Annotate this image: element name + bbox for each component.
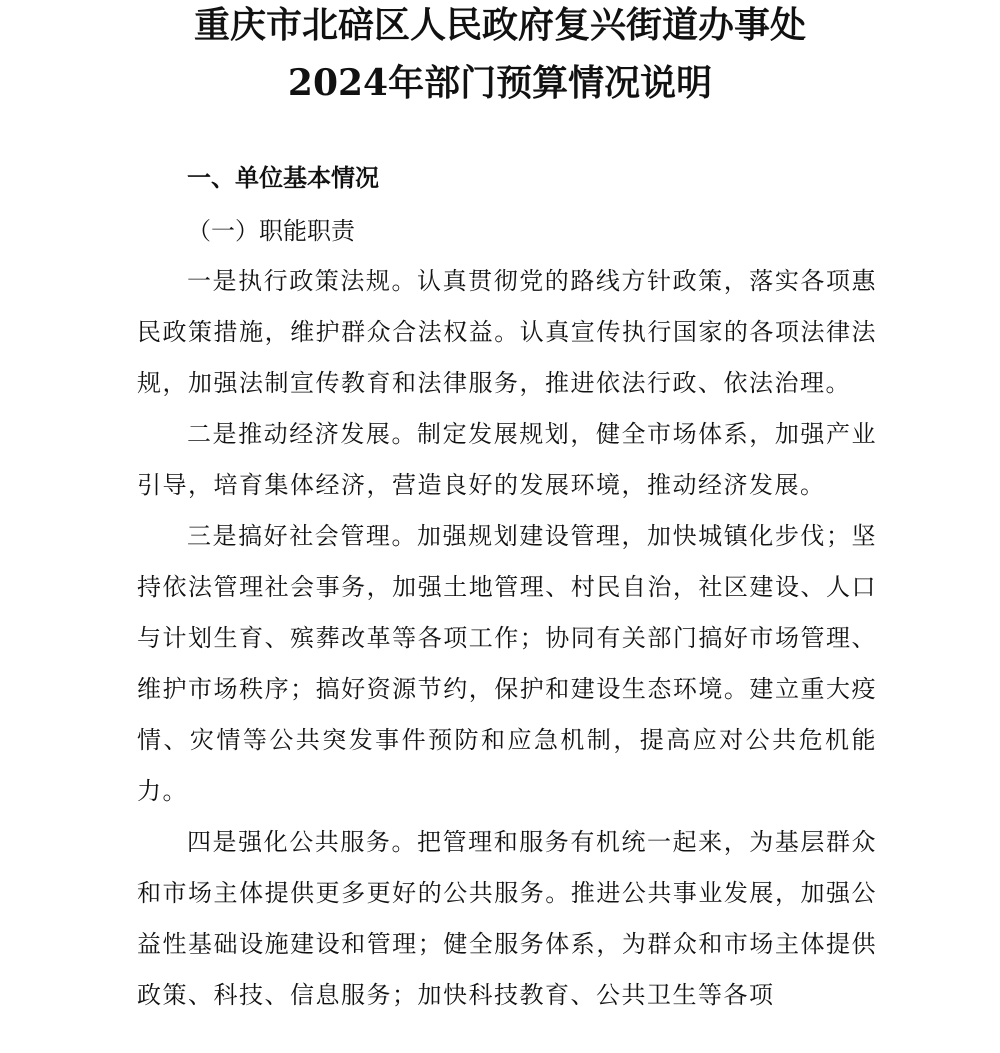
title-line-2: 2024年部门预算情况说明 bbox=[287, 62, 713, 104]
paragraph-2: 二是推动经济发展。制定发展规划，健全市场体系，加强产业引导，培育集体经济，营造良好的发展环境，推动经济发展。 bbox=[137, 420, 877, 499]
document-title bbox=[0, 0, 1000, 112]
section-heading: 一、单位基本情况 bbox=[187, 164, 379, 192]
subsection-heading: （一）职能职责 bbox=[187, 217, 355, 245]
paragraph-1: 一是执行政策法规。认真贯彻党的路线方针政策，落实各项惠民政策措施，维护群众合法权益。认真宣传执行国家的各项法律法规，加强法制宣传教育和法律服务，推进依法行政、依法治理。 bbox=[137, 267, 877, 397]
title-line-1: 重庆市北碚区人民政府复兴街道办事处 bbox=[193, 4, 806, 46]
document-body bbox=[137, 150, 877, 1021]
paragraph-3: 三是搞好社会管理。加强规划建设管理，加快城镇化步伐；坚持依法管理社会事务，加强土地管理、村民自治，社区建设、人口与计划生育、殡葬改革等各项工作；协同有关部门搞好市场管理、维护市场秩序；搞好资源节约，保护和建设生态环境。建立重大疫情、灾情等公共突发事件预防和应急机制，提高应对公共危机能力。 bbox=[137, 522, 877, 805]
paragraph-4: 四是强化公共服务。把管理和服务有机统一起来，为基层群众和市场主体提供更多更好的公共服务。推进公共事业发展，加强公益性基础设施建设和管理；健全服务体系，为群众和市场主体提供政策、科技、信息服务；加快科技教育、公共卫生等各项 bbox=[137, 828, 877, 1009]
